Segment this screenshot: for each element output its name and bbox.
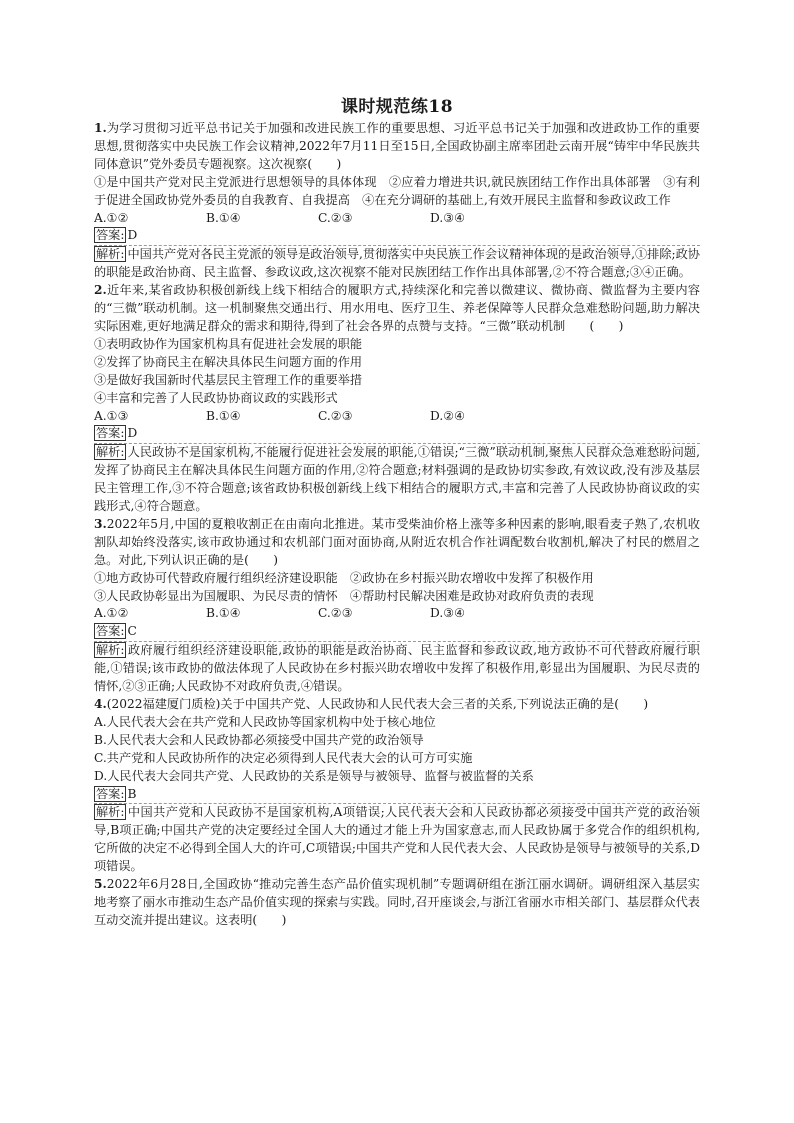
- question-text: 为学习贯彻习近平总书记关于加强和改进民族工作的重要思想、习近平总书记关于加强和改进政协工作的重要思想,贯彻落实中央民族工作会议精神,2022年7月11日至15日,全国政协副主席率团赴云南开展“铸牢中华民族共同体意识”党外委员专题视察。这次视察( ): [94, 121, 700, 171]
- statement-line: ①地方政协可代替政府履行组织经济建设职能 ②政协在乡村振兴助农增收中发挥了积极作用: [94, 570, 594, 585]
- question-number: 5.: [94, 877, 107, 892]
- explanation-label: 解析:: [96, 805, 125, 820]
- question-number: 1.: [94, 121, 107, 135]
- answer-value: B: [127, 786, 137, 801]
- option: B.①④: [206, 408, 241, 423]
- answer-label: 答案:: [96, 624, 125, 639]
- statement-line: ①是中国共产党对民主党派进行思想领导的具体体现 ②应着力增进共识,就民族团结工作作出具体部署 ③有利于促进全国政协党外委员的自我教育、自我提高 ④在充分调研的基础上,有效开展民主监督和参政议政工作: [94, 174, 700, 207]
- statement-line: B.人民代表大会和人民政协都必须接受中国共产党的政治领导: [94, 732, 424, 747]
- answer-line: [94, 786, 700, 805]
- answer-line: [94, 425, 700, 444]
- option: C.②③: [318, 408, 353, 423]
- option: A.①③: [94, 408, 129, 423]
- option: B.①④: [206, 210, 241, 225]
- answer-label: 答案:: [96, 228, 125, 243]
- statement-line: ③是做好我国新时代基层民主管理工作的重要举措: [94, 372, 363, 387]
- question-number: 4.: [94, 697, 107, 711]
- question-stem: [94, 876, 700, 930]
- explanation-label: 解析:: [96, 643, 125, 658]
- question-block: [94, 282, 700, 516]
- worksheet-page: [94, 96, 700, 930]
- question-stem: [94, 282, 700, 336]
- statement-line: D.人民代表大会同共产党、人民政协的关系是领导与被领导、监督与被监督的关系: [94, 768, 534, 783]
- option: A.①②: [94, 210, 129, 225]
- question-text: 近年来,某省政协积极创新线上线下相结合的履职方式,持续深化和完善以微建议、微协商、微监督为主要内容的“三微”联动机制。这一机制聚焦交通出行、用水用电、医疗卫生、养老保障等人民群众急难愁盼问题,助力解决实际困难,更好地满足群众的需求和期待,得到了社会各界的点赞与支持。“三微”联动机制 ( ): [94, 283, 700, 333]
- option: C.②③: [318, 210, 353, 225]
- option-row: [94, 605, 700, 623]
- option-row: [94, 210, 700, 228]
- question-text: (2022福建厦门质检)关于中国共产党、人民政协和人民代表大会三者的关系,下列说法正确的是( ): [106, 697, 649, 711]
- explanation-text: 人民政协不是国家机构,不能履行促进社会发展的职能,①错误;“三微”联动机制,聚焦人民群众急难愁盼问题,发挥了协商民主在解决具体民生问题方面的作用,②符合题意;材料强调的是政协切实参政,有效议政,没有涉及基层民主管理工作,③不符合题意;该省政协积极创新线上线下相结合的履职方式,丰富和完善了人民政协协商议政的实践形式,④符合题意。: [94, 445, 700, 514]
- question-number: 2.: [94, 283, 107, 298]
- question-block: [94, 516, 700, 696]
- answer-value: D: [127, 426, 138, 441]
- explanation: [94, 444, 700, 516]
- explanation: [94, 642, 700, 696]
- explanation: [94, 804, 700, 876]
- answer-line: [94, 623, 700, 642]
- answer-label: 答案:: [96, 786, 125, 801]
- statement-line: ④丰富和完善了人民政协协商议政的实践形式: [94, 390, 338, 405]
- question-block: [94, 120, 700, 282]
- answer-line: [94, 227, 700, 246]
- option: D.③④: [430, 606, 466, 621]
- option-row: [94, 408, 700, 426]
- question-text: 2022年5月,中国的夏粮收割正在由南向北推进。某市受柴油价格上涨等多种因素的影响,眼看麦子熟了,农机收割队却始终没落实,该市政协通过和农机部门面对面协商,从附近农机合作社调配数台收割机,解决了村民的燃眉之急。对此,下列认识正确的是( ): [94, 516, 700, 567]
- answer-label: 答案:: [96, 426, 125, 441]
- question-stem: [94, 516, 700, 570]
- option: D.②④: [430, 408, 466, 423]
- question-block: [94, 876, 700, 930]
- question-number: 3.: [94, 516, 107, 531]
- statement-line: ①表明政协作为国家机构具有促进社会发展的职能: [94, 336, 363, 351]
- explanation-text: 中国共产党对各民主党派的领导是政治领导,贯彻落实中央民族工作会议精神体现的是政治领导,①排除;政协的职能是政治协商、民主监督、参政议政,这次视察不能对民族团结工作作出具体部署,②不符合题意;③④正确。: [94, 247, 700, 280]
- statement-line: ③人民政协彰显出为国履职、为民尽责的情怀 ④帮助村民解决困难是政协对政府负责的表现: [94, 588, 594, 603]
- statement-line: A.人民代表大会在共产党和人民政协等国家机构中处于核心地位: [94, 714, 436, 729]
- statement-line: C.共产党和人民政协所作的决定必须得到人民代表大会的认可方可实施: [94, 750, 473, 765]
- option: B.①④: [206, 606, 241, 621]
- question-text: 2022年6月28日,全国政协“推动完善生态产品价值实现机制”专题调研组在浙江丽水调研。调研组深入基层实地考察了丽水市推动生态产品价值实现的探索与实践。同时,召开座谈会,与浙江省丽水市相关部门、基层群众代表互动交流并提出建议。这表明( ): [94, 877, 700, 927]
- question-stem: [94, 120, 700, 174]
- question-block: [94, 696, 700, 876]
- question-stem: [94, 696, 700, 714]
- explanation-text: 政府履行组织经济建设职能,政协的职能是政治协商、民主监督和参政议政,地方政协不可代替政府履行职能,①错误;该市政协的做法体现了人民政协在乡村振兴助农增收中发挥了积极作用,彰显出为国履职、为民尽责的情怀,②③正确;人民政协不对政府负责,④错误。: [94, 643, 700, 694]
- explanation-label: 解析:: [96, 247, 125, 262]
- statement-line: ②发挥了协商民主在解决具体民生问题方面的作用: [94, 354, 363, 369]
- option: C.②③: [318, 606, 353, 621]
- answer-value: C: [127, 624, 137, 639]
- question-list: [94, 120, 700, 930]
- explanation: [94, 246, 700, 282]
- explanation-label: 解析:: [96, 445, 125, 460]
- page-title: 课时规范练18: [340, 97, 454, 117]
- answer-value: D: [127, 228, 138, 243]
- explanation-text: 中国共产党和人民政协不是国家机构,A项错误;人民代表大会和人民政协都必须接受中国共产党的政治领导,B项正确;中国共产党的决定要经过全国人大的通过才能上升为国家意志,而人民政协属于多党合作的组织机构,它所做的决定不必得到全国人大的许可,C项错误;中国共产党和人民代表大会、人民政协是领导与被领导的关系,D项错误。: [94, 805, 700, 874]
- option: D.③④: [430, 210, 466, 225]
- option: A.①②: [94, 606, 129, 621]
